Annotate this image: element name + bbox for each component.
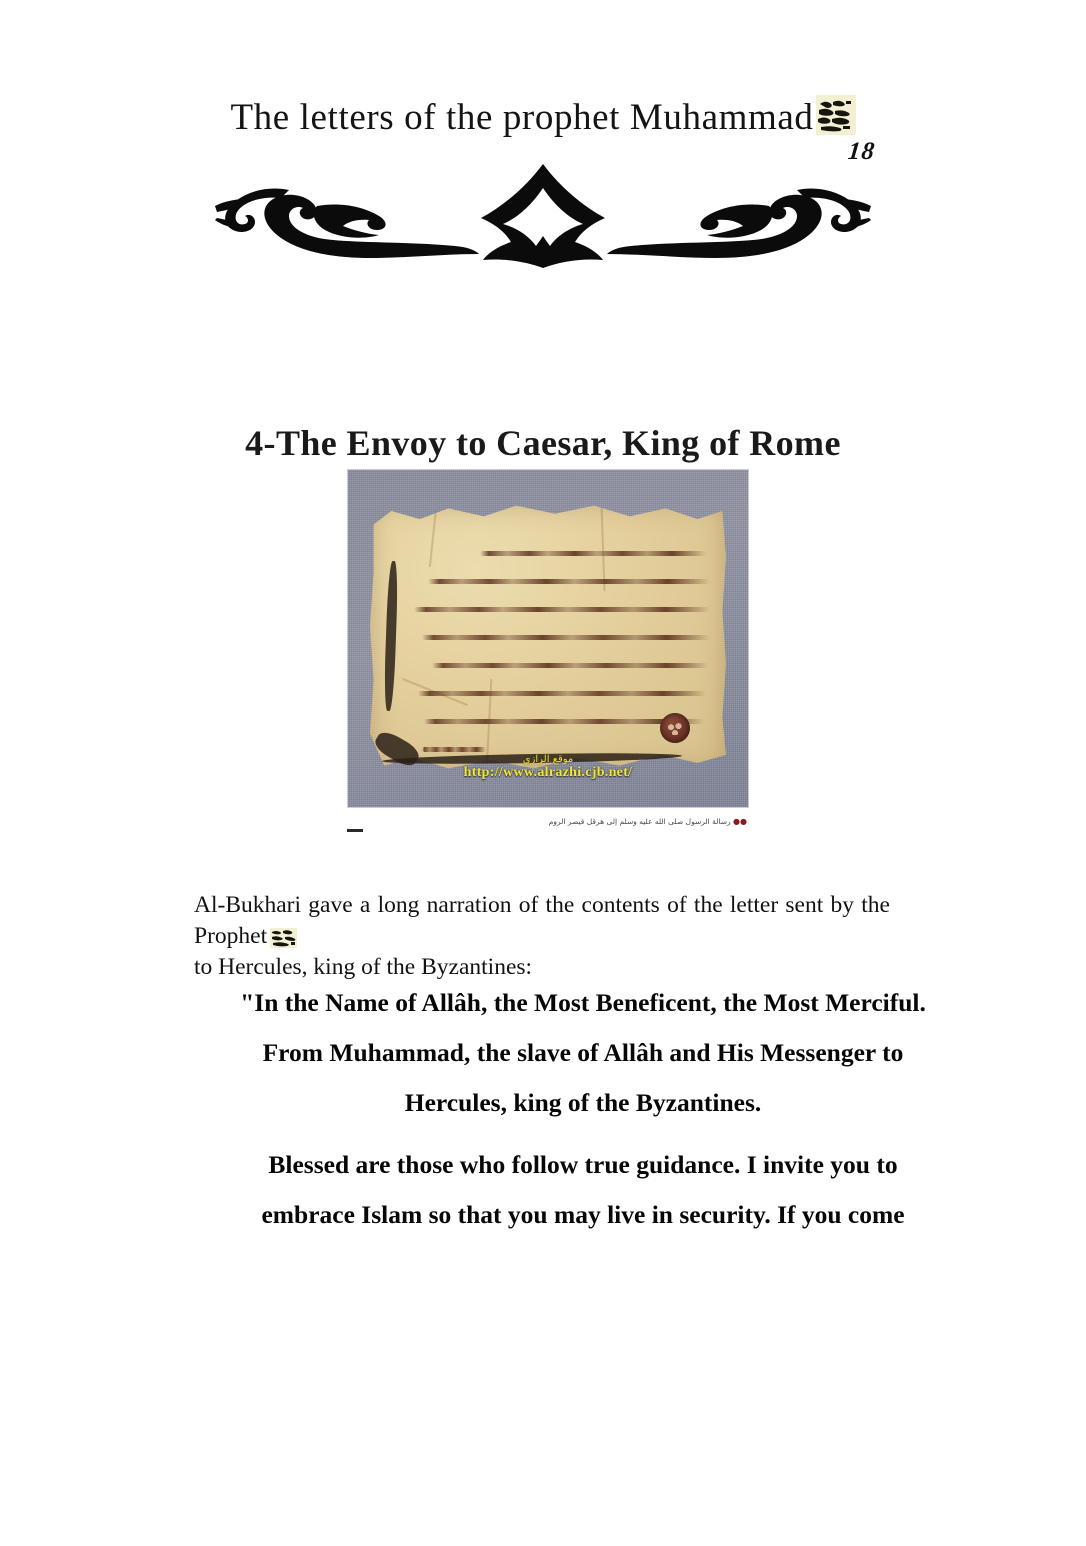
intro-text-part-1: Al-Bukhari gave a long narration of the contents of the letter sent by the Prophet — [194, 891, 890, 949]
section-heading: 4-The Envoy to Caesar, King of Rome — [245, 423, 841, 464]
quote-line: From Muhammad, the slave of Allâh and His Messenger to — [262, 1037, 904, 1067]
caption-bullet-marks: ●● — [733, 817, 747, 826]
watermark-url: http://www.alrazhi.cjb.net/ — [463, 765, 633, 780]
decorative-flourish-divider-icon — [0, 162, 1086, 270]
arabic-handwriting — [408, 547, 708, 737]
header-line — [230, 96, 855, 139]
watermark-arabic-text: موقع الرازي — [522, 754, 574, 765]
intro-text-part-2: to Hercules, king of the Byzantines: — [194, 953, 533, 980]
wax-seal-icon — [660, 713, 690, 743]
stray-dash-mark — [347, 829, 363, 832]
sallallahu-alayhi-wasallam-icon — [270, 928, 297, 948]
quote-line: "In the Name of Allâh, the Most Beneficent, the Most Merciful. — [240, 987, 926, 1017]
sallallahu-alayhi-wasallam-icon — [816, 95, 856, 135]
letter-photograph-figure — [347, 469, 747, 806]
photo-caption — [347, 816, 749, 827]
quote-line: Hercules, king of the Byzantines. — [404, 1087, 762, 1117]
quote-line: Blessed are those who follow true guidance. I invite you to — [268, 1149, 898, 1179]
letter-quote-block — [210, 978, 956, 1240]
parchment-sheet — [370, 503, 726, 771]
page-header — [0, 96, 1086, 139]
page-title: The letters of the prophet Muhammad — [230, 97, 814, 138]
quote-line: embrace Islam so that you may live in security. If you come — [261, 1199, 905, 1229]
caption-arabic-text: رسالة الرسول صلى الله عليه وسلم إلى هرقل قيصر الروم — [548, 817, 731, 826]
page-number: 18 — [846, 138, 877, 165]
letter-photo-image — [347, 469, 749, 808]
parchment-torn-edge — [383, 561, 398, 711]
intro-paragraph — [194, 890, 890, 983]
